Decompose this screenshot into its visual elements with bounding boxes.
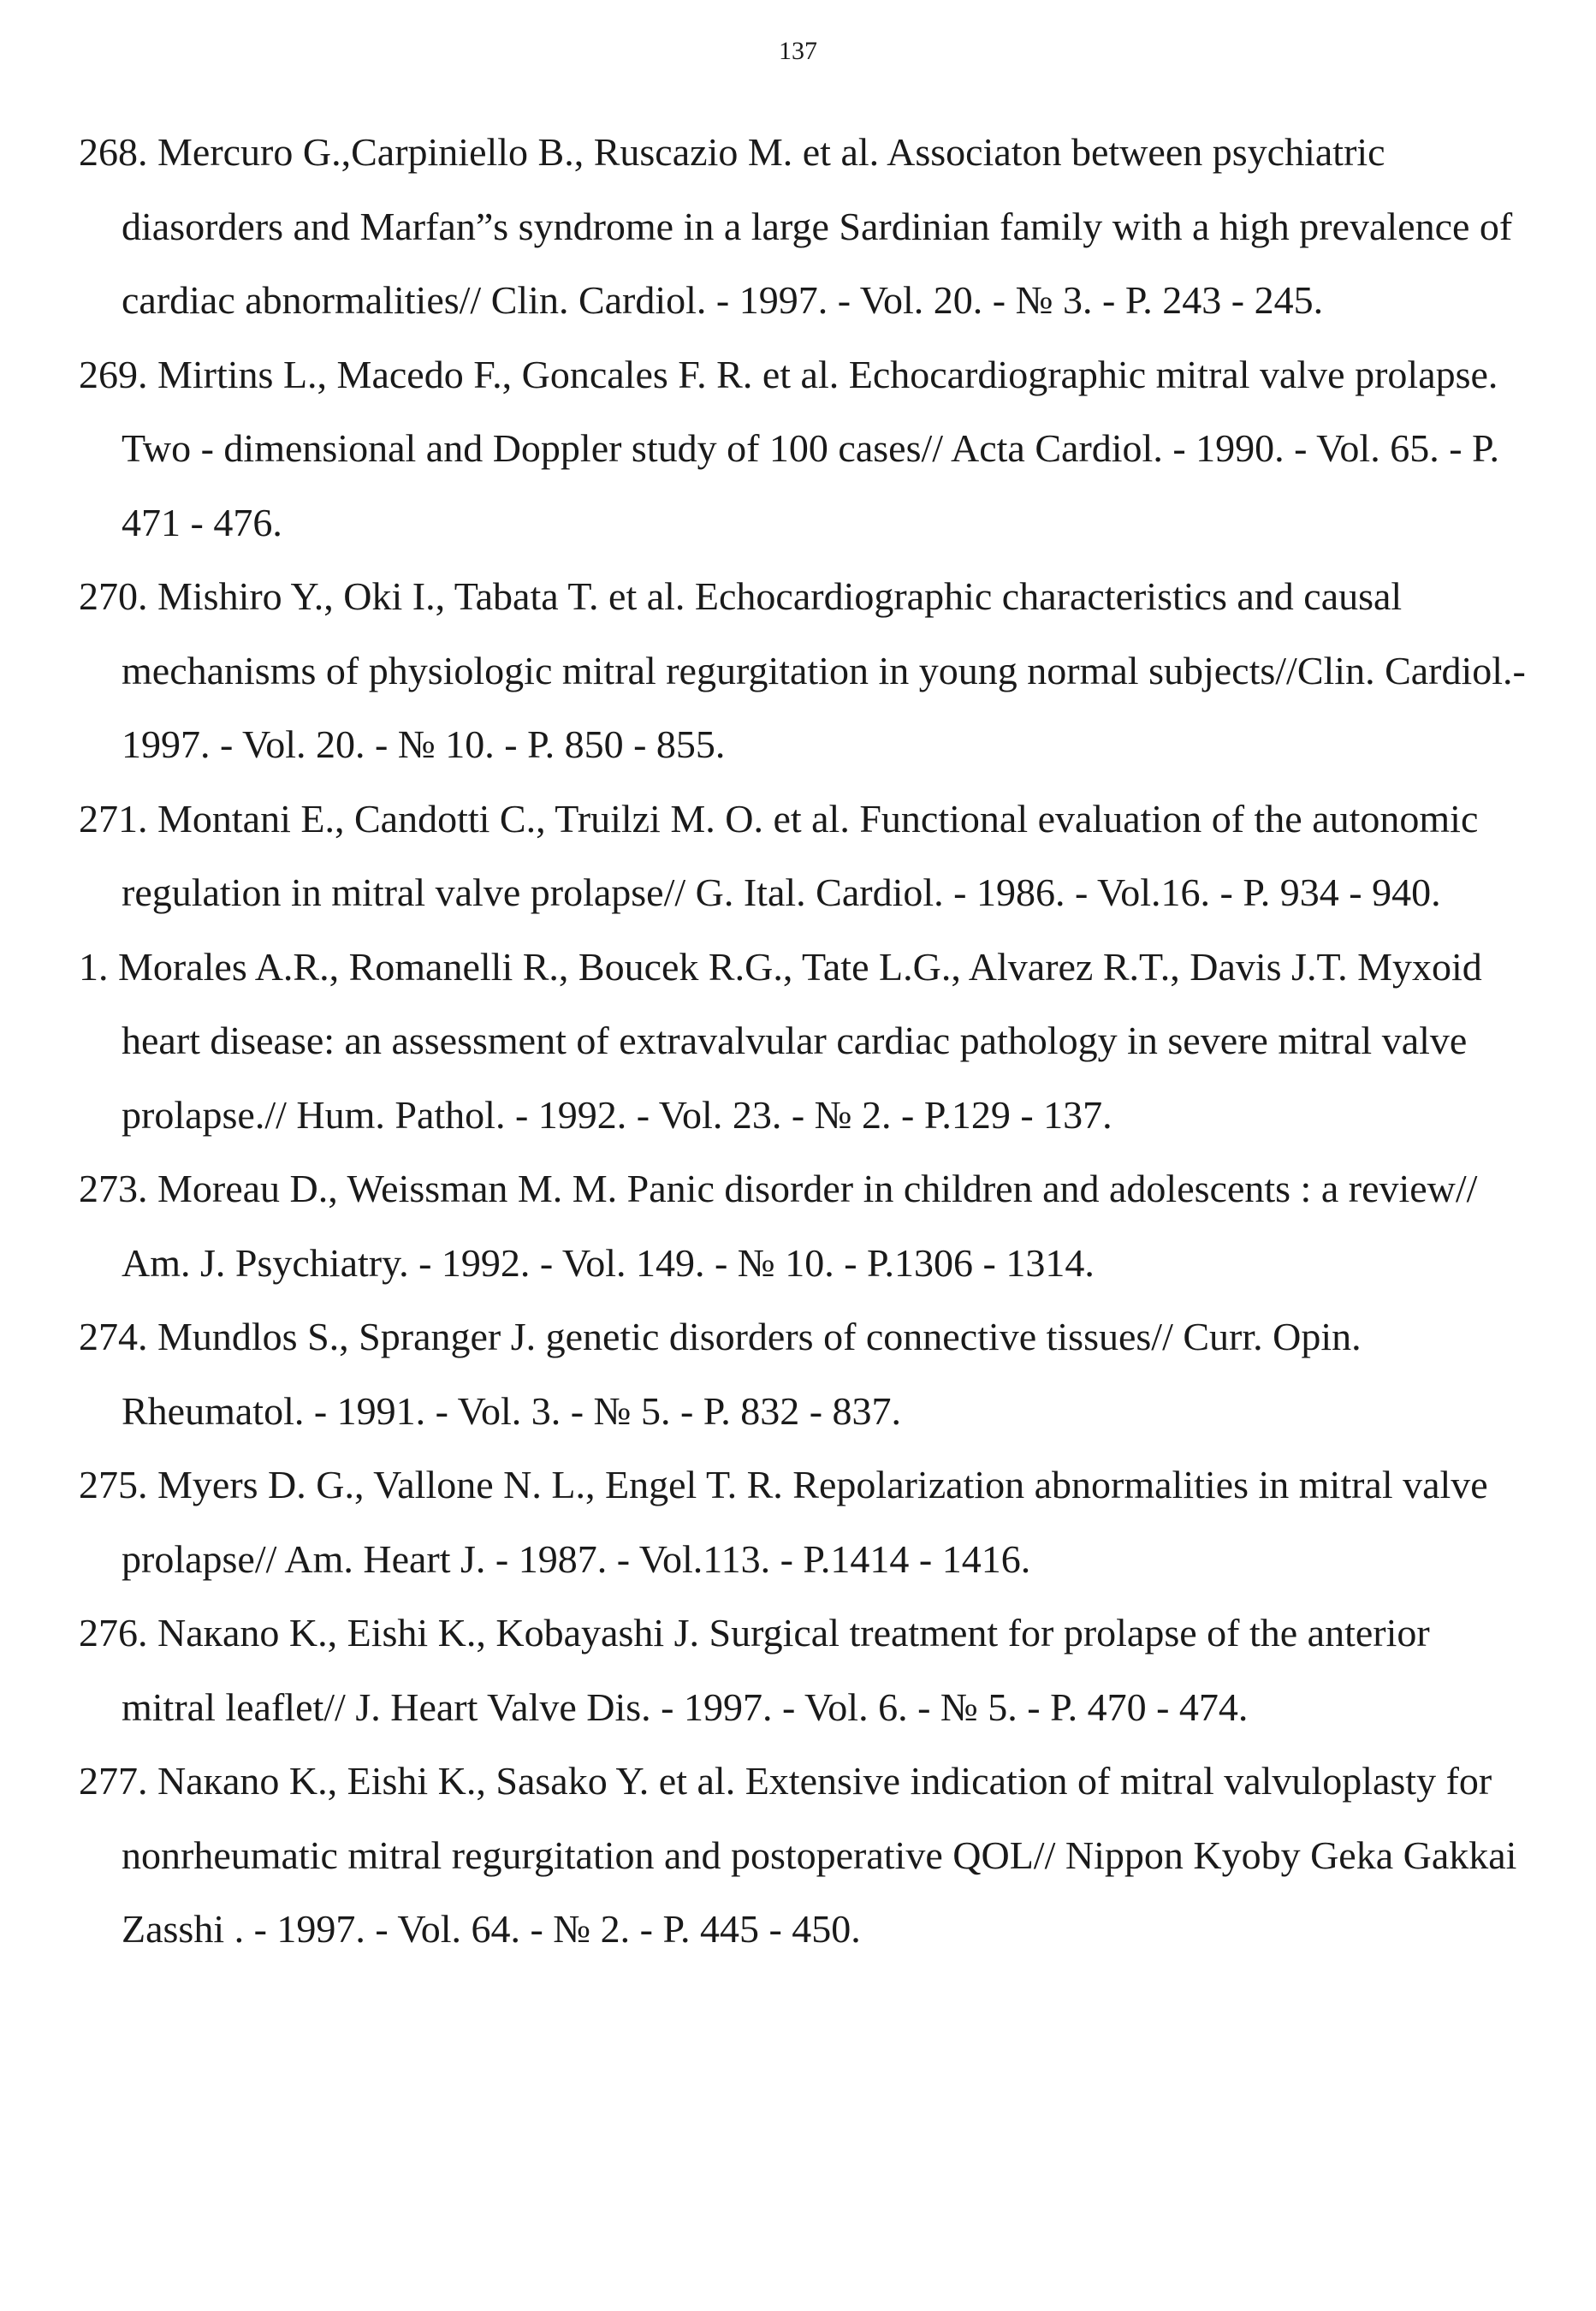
reference-item bbox=[79, 560, 1534, 782]
reference-number: 275. bbox=[79, 1463, 148, 1506]
reference-number: 268. bbox=[79, 130, 148, 174]
reference-number: 276. bbox=[79, 1611, 148, 1655]
reference-list bbox=[79, 116, 1534, 1967]
reference-item bbox=[79, 1152, 1534, 1300]
reference-text: Mishiro Y., Oki I., Tabata T. et al. Echocardiographic characteristics and causal mechanisms of physiologic mitral regurgitation in young normal subjects//Clin. Cardiol.- 1997. - Vol. 20. - № 10. - P. 850 - 855. bbox=[122, 574, 1526, 766]
reference-text: Mundlos S., Spranger J. genetic disorders of connective tissues// Curr. Opin. Rheumatol. - 1991. - Vol. 3. - № 5. - P. 832 - 837. bbox=[122, 1315, 1362, 1433]
reference-item bbox=[79, 1448, 1534, 1596]
reference-text: Montani E., Candotti C., Truilzi M. O. et al. Functional evaluation of the autonomic regulation in mitral valve prolapse// G. Ital. Cardiol. - 1986. - Vol.16. - P. 934 - 940. bbox=[122, 796, 1479, 914]
reference-text: Morales A.R., Romanelli R., Boucek R.G., Tate L.G., Alvarez R.T., Davis J.T. Myxoid heart disease: an assessment of extravalvular cardiac pathology in severe mitral valve prolapse.// Hum. Pathol. - 1992. - Vol. 23. - № 2. - P.129 - 137. bbox=[118, 944, 1482, 1137]
reference-number: 277. bbox=[79, 1759, 148, 1803]
reference-item bbox=[79, 1744, 1534, 1967]
reference-item bbox=[79, 782, 1534, 930]
page-number: 137 bbox=[779, 37, 817, 65]
reference-number: 1. bbox=[79, 944, 109, 989]
reference-text: Naкano K., Eishi K., Kobayashi J. Surgical treatment for prolapse of the anterior mitral leaflet// J. Heart Valve Dis. - 1997. - Vol. 6. - № 5. - P. 470 - 474. bbox=[122, 1611, 1430, 1729]
reference-item bbox=[79, 1596, 1534, 1744]
reference-number: 274. bbox=[79, 1315, 148, 1358]
reference-text: Mercuro G.,Carpiniello B., Ruscazio M. et al. Associaton between psychiatric diasorders and Marfan”s syndrome in a large Sardinian family with a high prevalence of cardiac abnormalities// Clin. Cardiol. - 1997. - Vol. 20. - № 3. - P. 243 - 245. bbox=[122, 130, 1513, 322]
reference-text: Naкano K., Eishi K., Sasako Y. et al. Extensive indication of mitral valvuloplasty for nonrheumatic mitral regurgitation and postoperative QOL// Nippon Kyoby Geka Gakkai Zasshi . - 1997. - Vol. 64. - № 2. - P. 445 - 450. bbox=[122, 1759, 1517, 1951]
reference-item bbox=[79, 1300, 1534, 1448]
reference-item bbox=[79, 930, 1534, 1153]
reference-item bbox=[79, 338, 1534, 561]
reference-number: 269. bbox=[79, 352, 148, 396]
reference-text: Mirtins L., Macedo F., Goncales F. R. et al. Echocardiographic mitral valve prolapse. Two - dimensional and Doppler study of 100 cases// Acta Cardiol. - 1990. - Vol. 65. - P. 471 - 476. bbox=[122, 352, 1499, 544]
reference-number: 271. bbox=[79, 796, 148, 841]
reference-number: 273. bbox=[79, 1167, 148, 1210]
reference-number: 270. bbox=[79, 574, 148, 618]
reference-item bbox=[79, 116, 1534, 338]
reference-text: Moreau D., Weissman M. M. Panic disorder in children and adolescents : a review// Am. J. Psychiatry. - 1992. - Vol. 149. - № 10. - P.1306 - 1314. bbox=[122, 1167, 1478, 1285]
reference-text: Myers D. G., Vallone N. L., Engel T. R. Repolarization abnormalities in mitral valve prolapse// Am. Heart J. - 1987. - Vol.113. - P.1414 - 1416. bbox=[122, 1463, 1488, 1581]
